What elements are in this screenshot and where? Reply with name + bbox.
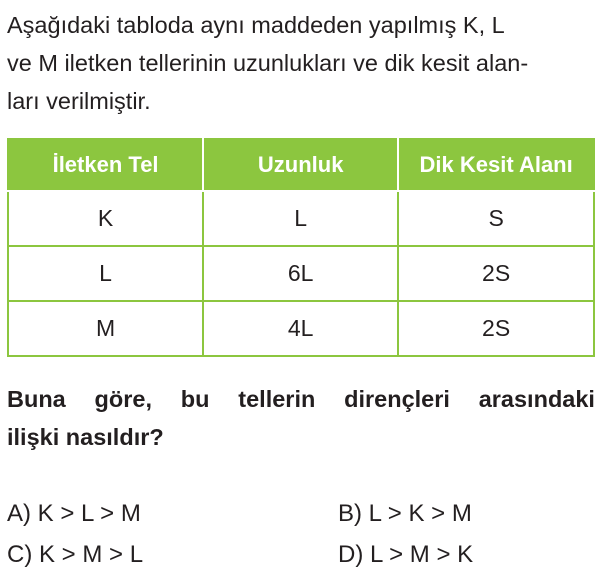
table-cell: 4L — [203, 301, 398, 356]
table-row — [8, 191, 594, 246]
option-d[interactable]: D) L > M > K — [338, 541, 474, 568]
table-cell: 2S — [398, 301, 594, 356]
table-cell: S — [398, 191, 594, 246]
intro-line-1: Aşağıdaki tabloda aynı maddeden yapılmış K, L — [7, 12, 505, 38]
question-line-2: ilişki nasıldır? — [7, 424, 164, 450]
table-cell: L — [8, 246, 203, 301]
question-text — [7, 380, 595, 456]
table-cell: 2S — [398, 246, 594, 301]
question-word: tellerin — [238, 386, 316, 412]
intro-text — [7, 6, 595, 120]
table-row — [8, 301, 594, 356]
option-c[interactable]: C) K > M > L — [7, 541, 144, 568]
header-length: Uzunluk — [203, 139, 398, 191]
table-header-row — [8, 139, 594, 191]
question-word: Buna — [7, 386, 66, 412]
option-b[interactable]: B) L > K > M — [338, 500, 472, 527]
option-a[interactable]: A) K > L > M — [7, 500, 141, 527]
question-word: dirençleri — [344, 386, 450, 412]
question-line-1 — [7, 380, 595, 418]
question-word: arasındaki — [478, 386, 595, 412]
header-cross-section: Dik Kesit Alanı — [398, 139, 594, 191]
table-cell: K — [8, 191, 203, 246]
question-word: bu — [180, 386, 210, 412]
table-cell: L — [203, 191, 398, 246]
table-cell: M — [8, 301, 203, 356]
question-word: göre, — [94, 386, 152, 412]
table-row — [8, 246, 594, 301]
wire-table — [7, 138, 595, 357]
intro-line-3: ları verilmiştir. — [7, 88, 151, 114]
intro-line-2: ve M iletken tellerinin uzunlukları ve dik kesit alan- — [7, 50, 529, 76]
table-cell: 6L — [203, 246, 398, 301]
header-wire: İletken Tel — [8, 139, 203, 191]
